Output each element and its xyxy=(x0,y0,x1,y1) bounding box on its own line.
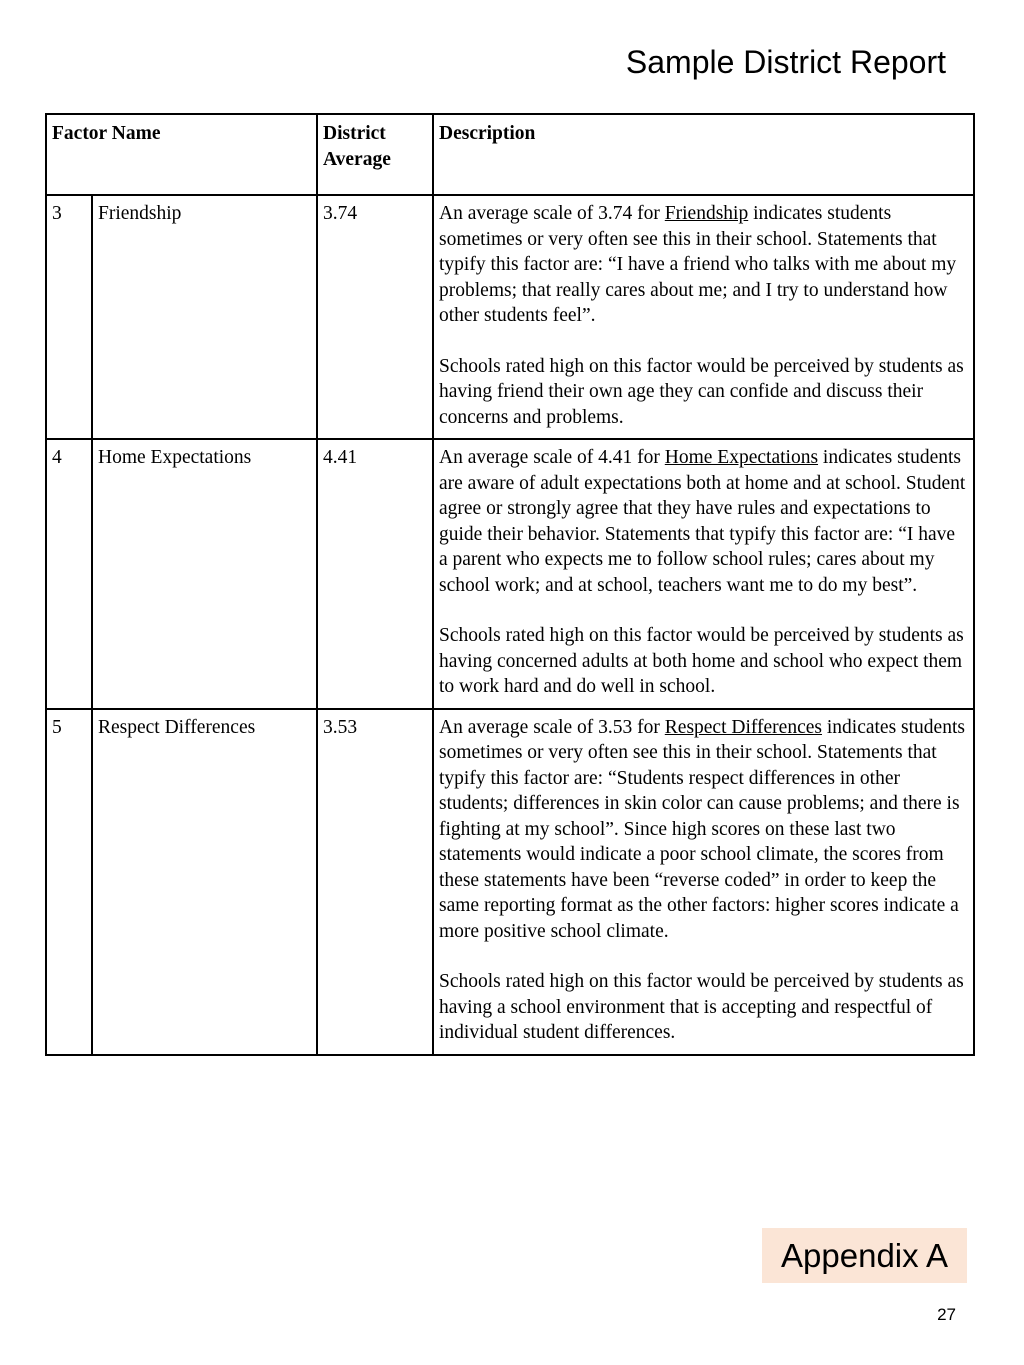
description-text: indicates students are aware of adult expectations both at home and at school. Student agree or strongly agree that they have rules and expectations to guide their behavior. Statements that typify this factor are: “I have a parent who expects me to follow school rules; cares about my school work; and at school, teachers want me to do my best”. xyxy=(439,447,966,596)
description-second-paragraph: Schools rated high on this factor would be perceived by students as having friend their own age they can confide and discuss their concerns and problems. xyxy=(439,355,964,428)
factor-name-header: Factor Name xyxy=(46,114,317,195)
factor-name: Friendship xyxy=(92,195,317,439)
district-average: 3.53 xyxy=(317,709,433,1055)
factor-description xyxy=(433,195,974,439)
description-prefix: An average scale of 3.53 for xyxy=(439,716,665,738)
factor-number: 4 xyxy=(46,439,92,709)
description-second-paragraph: Schools rated high on this factor would be perceived by students as having a school environment that is accepting and respectful of individual student differences. xyxy=(439,971,964,1043)
description-paragraph xyxy=(439,445,968,598)
description-prefix: An average scale of 3.74 for xyxy=(439,203,665,224)
factor-description xyxy=(433,709,974,1055)
description-second-paragraph: Schools rated high on this factor would be perceived by students as having concerned adults at both home and school who expect them to work hard and do well in school. xyxy=(439,625,964,697)
description-text: indicates students sometimes or very often see this in their school. Statements that typify this factor are: “I have a friend who talks with me about my problems; that really cares about me; and I try to understand how other students feel”. xyxy=(439,203,957,326)
factor-number: 3 xyxy=(46,195,92,439)
table-row xyxy=(46,195,974,439)
district-average-header-line2: Average xyxy=(323,148,391,170)
factor-name-underlined: Home Expectations xyxy=(664,447,819,468)
description-paragraph xyxy=(439,715,968,945)
factor-name-underlined: Friendship xyxy=(664,203,749,224)
description-header: Description xyxy=(433,114,974,195)
factor-name: Respect Differences xyxy=(92,709,317,1055)
page-number: 27 xyxy=(937,1305,956,1324)
report-title: Sample District Report xyxy=(625,44,946,80)
factor-name-underlined: Respect Differences xyxy=(664,716,822,738)
appendix-label: Appendix A xyxy=(762,1228,967,1283)
factor-name: Home Expectations xyxy=(92,439,317,709)
table-header-row xyxy=(46,114,974,195)
district-average: 3.74 xyxy=(317,195,433,439)
description-paragraph xyxy=(439,201,968,329)
district-average: 4.41 xyxy=(317,439,433,709)
description-prefix: An average scale of 4.41 for xyxy=(439,447,665,468)
district-average-header xyxy=(317,114,433,195)
table-row xyxy=(46,439,974,709)
factor-description xyxy=(433,439,974,709)
district-average-header-line1: District xyxy=(323,123,386,144)
table-row xyxy=(46,709,974,1055)
factor-table xyxy=(45,113,975,1056)
description-text: indicates students sometimes or very often see this in their school. Statements that typify this factor are: “Students respect differences in other students; differences in skin color can cause problems; and there is fighting at my school”. Since high scores on these last two statements would indicate a poor school climate, the scores from these statements have been “reverse coded” in order to keep the same reporting format as the other factors: higher scores indicate a more positive school climate. xyxy=(439,716,965,942)
factor-number: 5 xyxy=(46,709,92,1055)
